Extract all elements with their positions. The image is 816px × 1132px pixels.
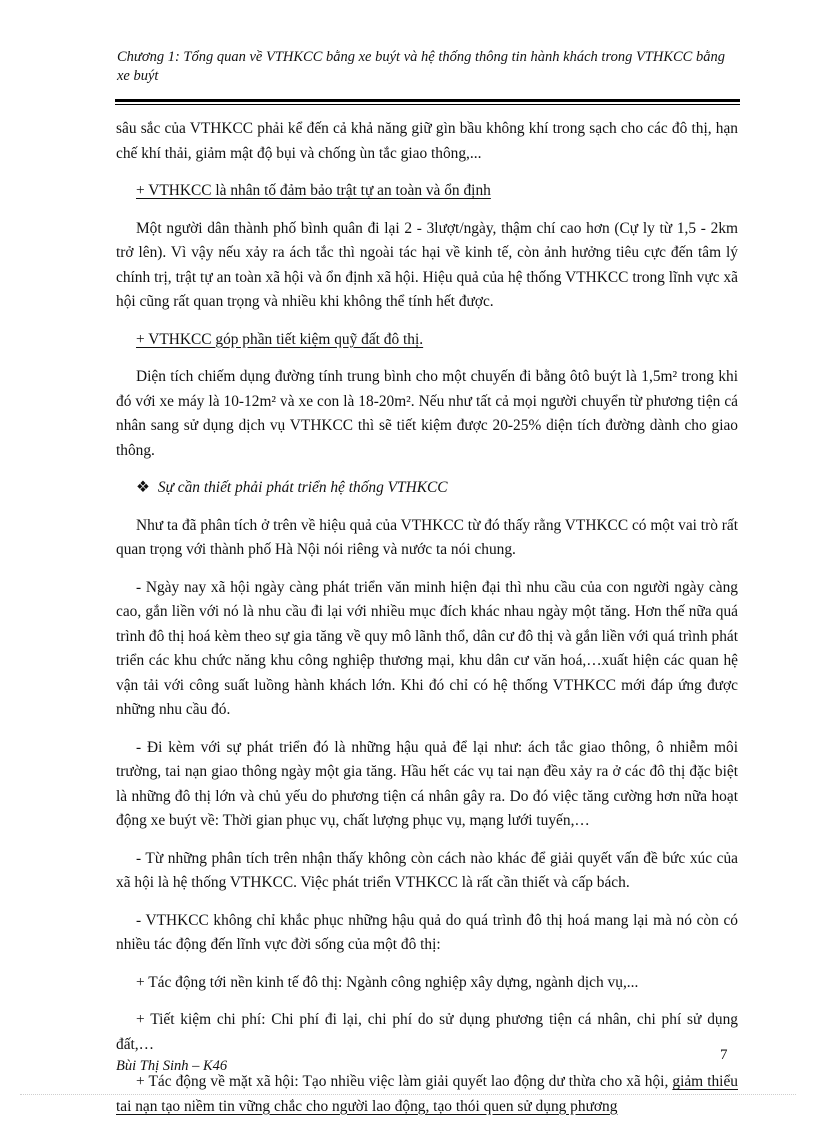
paragraph: + Tác động tới nền kinh tế đô thị: Ngành công nghiệp xây dựng, ngành dịch vụ,... — [136, 973, 639, 991]
header-rule-thin — [115, 104, 740, 105]
header-rule-thick — [115, 99, 740, 102]
section-heading — [116, 179, 738, 204]
paragraph: - Ngày nay xã hội ngày càng phát triển văn minh hiện đại thì nhu cầu của con người ngày càng cao, gắn liền với nó là nhu cầu đi lại với nhiều mục đích khác nhau ngày một tăng. Hơn thế nữa quá trình đô thị hoá kèm theo sự gia tăng về quy mô lãnh thổ, dân cư đô thị và gắn liền với quá trình phát triển các khu chức năng khu công nghiệp thương mại, khu dân cư văn hoá,…xuất hiện các quan hệ vận tải với công suất luồng hành khách lớn. Khi đó chỉ có hệ thống VTHKCC mới đáp ứng được những nhu cầu đó. — [116, 578, 738, 718]
page-number: 7 — [720, 1047, 728, 1063]
page-boundary-line — [20, 1094, 796, 1095]
paragraph: - VTHKCC không chỉ khắc phục những hậu quả do quá trình đô thị hoá mang lại mà nó còn có nhiều tác động đến lĩnh vực đời sống của một đô thị: — [116, 911, 738, 953]
paragraph: sâu sắc của VTHKCC phải kể đến cả khả năng giữ gìn bầu không khí trong sạch cho các đô thị, hạn chế khí thải, giảm mật độ bụi và chống ùn tắc giao thông,... — [116, 120, 738, 162]
heading-text: + VTHKCC là nhân tố đảm bảo trật tự an toàn và ổn định — [136, 182, 491, 199]
paragraph: Như ta đã phân tích ở trên về hiệu quả của VTHKCC từ đó thấy rằng VTHKCC có một vai trò rất quan trọng với thành phố Hà Nội nói riêng và nước ta nói chung. — [116, 516, 738, 558]
page-header: Chương 1: Tổng quan về VTHKCC bằng xe buýt và hệ thống thông tin hành khách trong VTHKCC bằng xe buýt — [117, 49, 725, 84]
paragraph: + Tiết kiệm chi phí: Chi phí đi lại, chi phí do sử dụng phương tiện cá nhân, chi phí sử dụng đất,… — [116, 1011, 738, 1053]
section-heading — [116, 328, 738, 353]
footer-author: Bùi Thị Sinh – K46 — [116, 1058, 228, 1074]
page-body — [116, 117, 738, 1132]
paragraph-line: + Tác động về mặt xã hội: Tạo nhiều việc làm giải quyết lao động dư thừa cho xã hội, — [136, 1073, 669, 1090]
paragraph-line-underlined: giảm thiểu tai nạn tạo niềm tin vững chắc cho người lao động, tạo thói quen sử dụng phương — [116, 1073, 738, 1115]
paragraph: Một người dân thành phố bình quân đi lại 2 - 3lượt/ngày, thậm chí cao hơn (Cự ly từ 1,5 - 2km trở lên). Vì vậy nếu xảy ra ách tắc thì ngoài tác hại về kinh tế, còn ảnh hưởng tiêu cực đến tâm lý chính trị, trật tự an toàn xã hội và ổn định xã hội. Hiệu quả của hệ thống VTHKCC trong lĩnh vực xã hội cũng rất quan trọng và nhiều khi không thể tính hết được. — [116, 219, 738, 310]
subsection-heading — [116, 476, 738, 501]
heading-text: + VTHKCC góp phần tiết kiệm quỹ đất đô thị. — [136, 330, 424, 348]
diamond-bullet-icon: ❖ — [136, 479, 150, 496]
paragraph: - Từ những phân tích trên nhận thấy không còn cách nào khác để giải quyết vấn đề bức xúc của xã hội là hệ thống VTHKCC. Việc phát triển VTHKCC là rất cần thiết và cấp bách. — [116, 849, 738, 891]
paragraph: Diện tích chiếm dụng đường tính trung bình cho một chuyến đi bằng ôtô buýt là 1,5m² trong khi đó với xe máy là 10-12m² và xe con là 18-20m². Nếu như tất cả mọi người chuyển từ phương tiện cá nhân sang sử dụng dịch vụ VTHKCC thì sẽ tiết kiệm được 20-25% diện tích đường dành cho giao thông. — [116, 368, 738, 459]
paragraph: - Đi kèm với sự phát triển đó là những hậu quả để lại như: ách tắc giao thông, ô nhiễm môi trường, tai nạn giao thông ngày một gia tăng. Hầu hết các vụ tai nạn đều xảy ra ở các đô thị đặc biệt là những đô thị lớn và chủ yếu do phương tiện cá nhân gây ra. Do đó việc tăng cường hơn nữa hoạt động xe buýt về: Thời gian phục vụ, chất lượng phục vụ, mạng lưới tuyến,… — [116, 738, 738, 829]
subsection-heading-text: Sự cần thiết phải phát triển hệ thống VTHKCC — [157, 479, 448, 496]
